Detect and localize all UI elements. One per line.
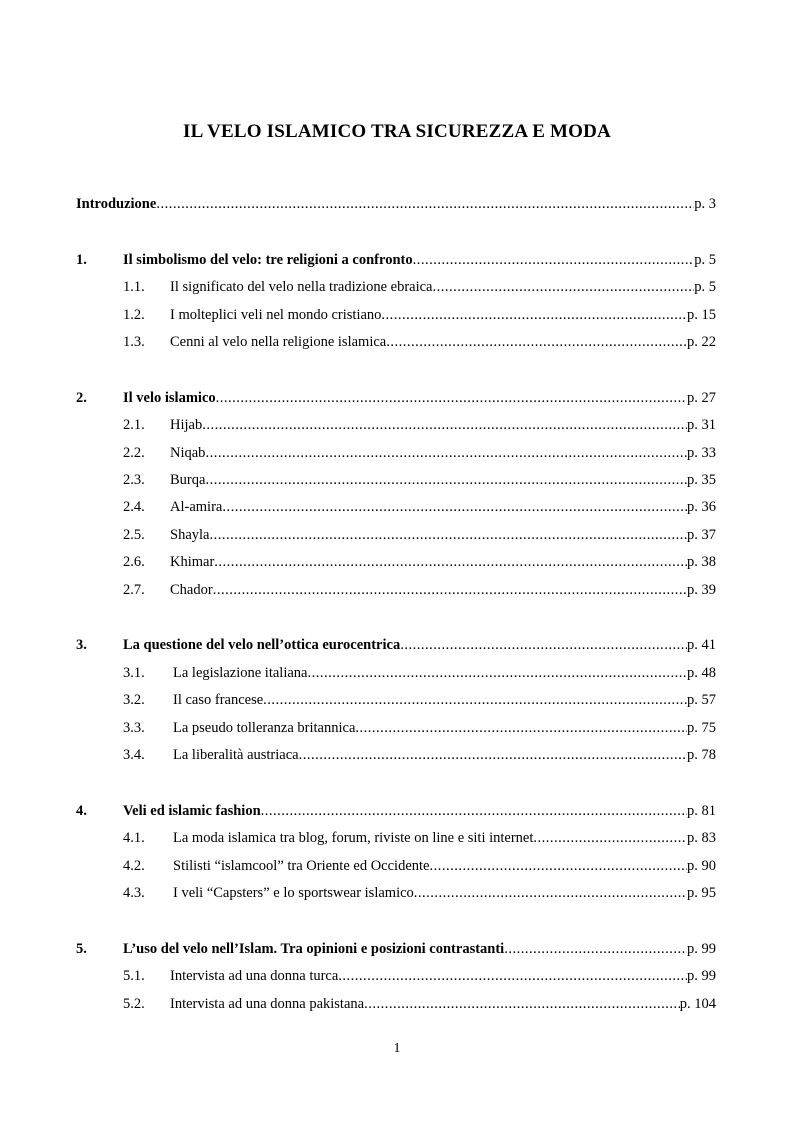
toc-leader [209,526,687,544]
toc-leader [504,940,687,958]
toc-chapter-4 [0,802,794,820]
toc-page: p. 41 [687,637,716,653]
toc-section-4-1 [0,829,794,847]
toc-page: p. 81 [687,803,716,819]
toc-page: p. 90 [687,858,716,874]
toc-number: 5.1. [123,968,145,984]
toc-section-5-1 [0,967,794,985]
toc-page: p. 31 [687,417,716,433]
toc-title: Il velo islamico [123,390,216,406]
toc-title: Al-amira [170,499,223,515]
toc-title: I molteplici veli nel mondo cristiano [170,307,382,323]
toc-section-2-4 [0,498,794,516]
toc-leader [261,802,687,820]
toc-number: 1.3. [123,334,145,350]
toc-section-2-2 [0,444,794,462]
toc-page: p. 27 [687,390,716,406]
toc-leader [386,333,687,351]
toc-leader [400,636,687,654]
toc-chapter-5 [0,940,794,958]
toc-number: 2.1. [123,417,145,433]
toc-page: p. 3 [694,196,716,212]
toc-title: Introduzione [76,196,157,212]
toc-chapter-2 [0,389,794,407]
toc-section-2-7 [0,581,794,599]
toc-leader [364,995,680,1013]
toc-page: p. 48 [687,665,716,681]
toc-number: 2. [76,390,87,406]
toc-number: 4.3. [123,885,145,901]
toc-number: 3.4. [123,747,145,763]
toc-chapter-1 [0,251,794,269]
toc-title: La moda islamica tra blog, forum, riviste on line e siti internet [173,830,534,846]
toc-section-2-3 [0,471,794,489]
toc-title: Il simbolismo del velo: tre religioni a confronto [123,252,413,268]
toc-page: p. 99 [687,941,716,957]
toc-leader [299,746,687,764]
toc-section-3-4 [0,746,794,764]
toc-leader [533,829,687,847]
toc-title: Il significato del velo nella tradizione ebraica [170,279,433,295]
toc-title: La legislazione italiana [173,665,308,681]
toc-title: La pseudo tolleranza britannica [173,720,356,736]
toc-title: Cenni al velo nella religione islamica [170,334,387,350]
toc-page: p. 33 [687,445,716,461]
toc-leader [222,498,687,516]
toc-title: Shayla [170,527,210,543]
toc-number: 5.2. [123,996,145,1012]
document-title: IL VELO ISLAMICO TRA SICUREZZA E MODA [183,121,611,142]
toc-number: 1. [76,252,87,268]
toc-title: Hijab [170,417,203,433]
toc-page: p. 104 [679,996,716,1012]
toc-page: p. 99 [687,968,716,984]
toc-chapter-3 [0,636,794,654]
toc-entry-intro [0,195,794,213]
toc-number: 4.2. [123,858,145,874]
toc-page: p. 38 [687,554,716,570]
toc-leader [213,581,687,599]
toc-page: p. 36 [687,499,716,515]
toc-title: Il caso francese [173,692,264,708]
toc-title: Burqa [170,472,206,488]
toc-section-3-3 [0,719,794,737]
toc-number: 2.6. [123,554,145,570]
toc-page: p. 57 [687,692,716,708]
toc-leader [307,664,687,682]
toc-title: Veli ed islamic fashion [123,803,261,819]
toc-title: Chador [170,582,213,598]
toc-number: 1.1. [123,279,145,295]
toc-number: 3.3. [123,720,145,736]
toc-leader [156,195,694,213]
toc-section-1-3 [0,333,794,351]
toc-leader [205,471,687,489]
toc-title: L’uso del velo nell’Islam. Tra opinioni e posizioni contrastanti [123,941,505,957]
toc-number: 1.2. [123,307,145,323]
toc-section-2-5 [0,526,794,544]
toc-number: 3.2. [123,692,145,708]
toc-page: p. 5 [694,252,716,268]
toc-section-2-6 [0,553,794,571]
toc-section-4-2 [0,857,794,875]
toc-title: Niqab [170,445,206,461]
toc-section-1-1 [0,278,794,296]
toc-leader [338,967,687,985]
toc-section-1-2 [0,306,794,324]
toc-number: 5. [76,941,87,957]
toc-title: Intervista ad una donna pakistana [170,996,365,1012]
toc-number: 4. [76,803,87,819]
toc-page: p. 75 [687,720,716,736]
toc-page: p. 22 [687,334,716,350]
toc-page: p. 39 [687,582,716,598]
toc-page: p. 78 [687,747,716,763]
toc-section-4-3 [0,884,794,902]
toc-title: Stilisti “islamcool” tra Oriente ed Occidente [173,858,430,874]
toc-number: 3.1. [123,665,145,681]
toc-number: 2.7. [123,582,145,598]
toc-section-5-2 [0,995,794,1013]
toc-leader [263,691,687,709]
toc-leader [381,306,687,324]
toc-leader [202,416,687,434]
toc-number: 2.2. [123,445,145,461]
toc-leader [216,389,687,407]
toc-leader [214,553,687,571]
toc-title: La questione del velo nell’ottica eurocentrica [123,637,401,653]
toc-title: Intervista ad una donna turca [170,968,339,984]
toc-title: Khimar [170,554,215,570]
toc-number: 4.1. [123,830,145,846]
toc-number: 2.3. [123,472,145,488]
toc-page: p. 83 [687,830,716,846]
page-number: 1 [393,1041,401,1056]
toc-section-3-1 [0,664,794,682]
toc-title: La liberalità austriaca [173,747,299,763]
toc-leader [433,278,695,296]
toc-title: I veli “Capsters” e lo sportswear islamico [173,885,414,901]
toc-leader [205,444,687,462]
toc-page: p. 95 [687,885,716,901]
toc-page: p. 37 [687,527,716,543]
toc-number: 2.4. [123,499,145,515]
toc-number: 3. [76,637,87,653]
toc-page: p. 35 [687,472,716,488]
toc-section-3-2 [0,691,794,709]
toc-page: p. 5 [694,279,716,295]
toc-leader [414,884,687,902]
toc-leader [413,251,695,269]
toc-page: p. 15 [687,307,716,323]
toc-number: 2.5. [123,527,145,543]
toc-leader [429,857,687,875]
toc-leader [355,719,687,737]
toc-section-2-1 [0,416,794,434]
